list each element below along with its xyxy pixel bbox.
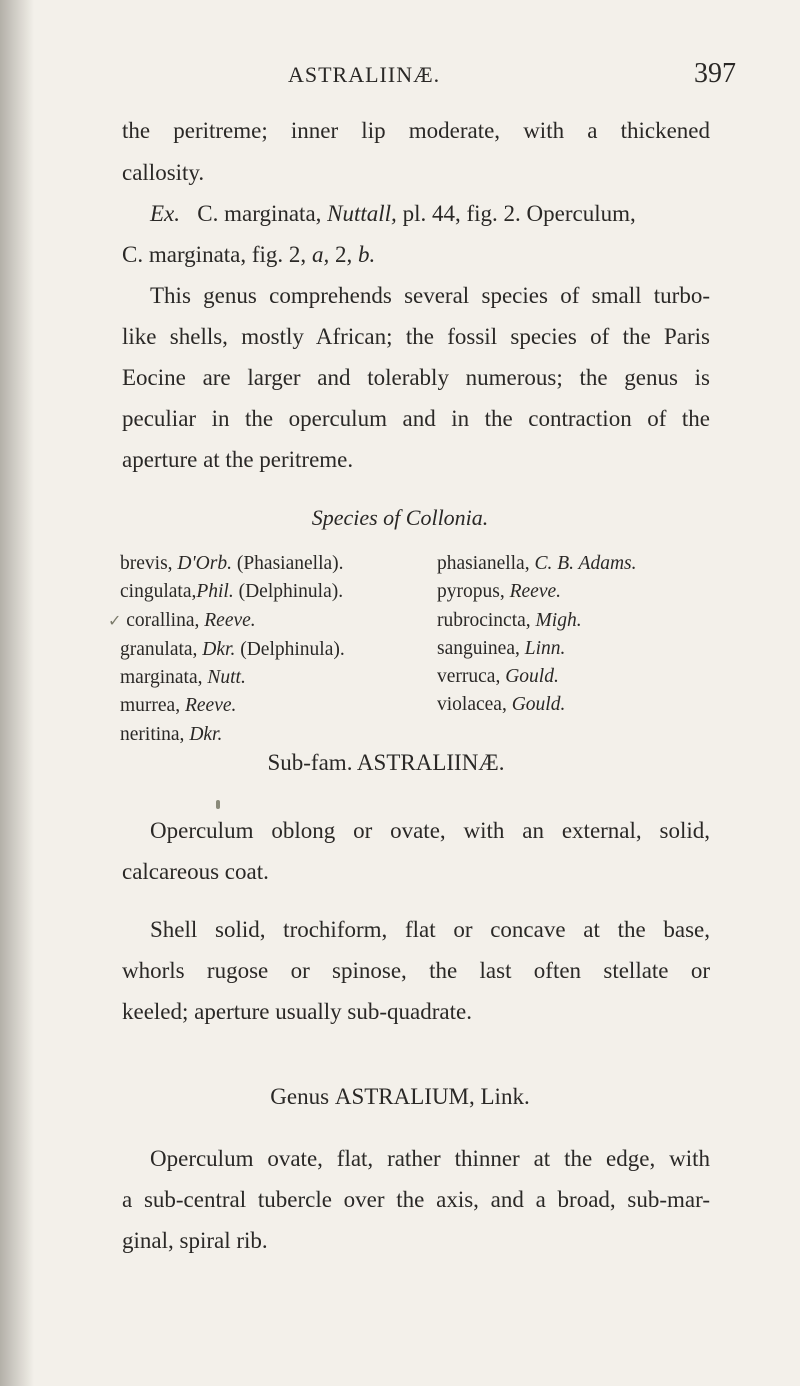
author-name: Nuttall, [327, 201, 397, 226]
species-name: pyropus, [437, 581, 505, 603]
check-mark-icon: ✓ [108, 612, 122, 630]
genus-name: ASTRALIUM, [334, 1084, 475, 1109]
species-item [120, 636, 345, 664]
text-line: whorls rugose or spinose, the last often stellate or [122, 958, 710, 983]
text-line: Eocine are larger and tolerably numerous; the genus is [122, 365, 710, 390]
author-name: D'Orb. [177, 553, 232, 574]
species-item [120, 578, 345, 606]
species-list-left [108, 550, 345, 749]
text-span: C. marginata, fig. 2, [122, 242, 307, 267]
species-list-right [437, 550, 637, 720]
text-line: the peritreme; inner lip moderate, with a thickened [122, 118, 710, 143]
species-name: marginata, [120, 667, 203, 689]
text-line: calcareous coat. [122, 859, 269, 884]
text-line: a sub-central tubercle over the axis, and a broad, sub-mar- [122, 1187, 710, 1212]
text-span: 2, [334, 242, 353, 267]
genus-heading [0, 1084, 800, 1110]
author-name: C. B. Adams. [534, 553, 637, 574]
species-name: corallina, [126, 609, 200, 631]
species-name: phasianella, [437, 553, 530, 574]
species-item [108, 607, 345, 636]
header-title: ASTRALIINÆ. [288, 62, 441, 87]
author-name: Migh. [535, 609, 582, 631]
author-name: Reeve. [509, 581, 562, 603]
example-line [122, 242, 375, 268]
author-name: Reeve. [204, 609, 256, 631]
species-name: cingulata, [120, 581, 197, 603]
species-name: rubrocincta, [437, 609, 531, 631]
text-line: callosity. [122, 160, 205, 185]
printer-speck-mark [216, 800, 220, 809]
example-label: Ex. [150, 201, 181, 226]
species-note: (Phasianella). [236, 553, 344, 574]
text-line: aperture at the peritreme. [122, 447, 354, 472]
species-name: granulata, [120, 638, 198, 660]
genus-prefix: Genus [270, 1084, 330, 1109]
text-span: pl. 44, fig. 2. Operculum, [402, 201, 636, 226]
text-line: like shells, mostly African; the fossil species of the Paris [122, 324, 710, 349]
species-item [437, 635, 637, 663]
species-item [120, 721, 345, 749]
text-line: ginal, spiral rib. [122, 1228, 268, 1253]
author-name: Reeve. [184, 695, 237, 717]
text-span: a, [311, 242, 330, 267]
text-span: b. [357, 242, 376, 267]
species-name: sanguinea, [437, 637, 520, 659]
author-name: Gould. [505, 666, 559, 688]
species-item [120, 664, 345, 692]
species-item [437, 578, 637, 606]
page-binding-edge [0, 0, 34, 1386]
species-item [437, 691, 637, 719]
subfamily-heading: Sub-fam. ASTRALIINÆ. [267, 750, 505, 775]
species-item [120, 550, 345, 578]
page-number: 397 [694, 58, 736, 89]
species-name: verruca, [437, 666, 501, 688]
author-name: Phil. [196, 581, 234, 603]
species-note: (Delphinula). [238, 581, 344, 603]
species-name: murrea, [120, 695, 181, 717]
author-name: Nutt. [207, 667, 246, 689]
text-line: This genus comprehends several species of small turbo- [150, 283, 710, 308]
text-span: C. marginata, [197, 201, 322, 226]
species-item [120, 692, 345, 720]
species-name: brevis, [120, 553, 173, 574]
species-item [437, 550, 637, 578]
author-name: Dkr. [189, 723, 223, 745]
species-item [437, 663, 637, 691]
author-name: Linn. [524, 637, 566, 659]
author-name: Dkr. [202, 638, 236, 660]
species-heading [0, 505, 800, 531]
text-line: peculiar in the operculum and in the contraction of the [122, 406, 710, 431]
author-name: Gould. [511, 694, 566, 716]
text-line: Operculum ovate, flat, rather thinner at the edge, with [150, 1146, 710, 1171]
species-note: (Delphinula). [240, 638, 345, 660]
text-line: Operculum oblong or ovate, with an external, solid, [150, 818, 710, 843]
text-line: keeled; aperture usually sub-quadrate. [122, 999, 472, 1024]
author-name: Link. [480, 1084, 530, 1109]
example-line [150, 201, 636, 227]
species-name: neritina, [120, 723, 185, 745]
species-name: violacea, [437, 694, 507, 716]
species-heading-text: Species of Collonia. [311, 505, 489, 530]
text-line: Shell solid, trochiform, flat or concave at the base, [150, 917, 710, 942]
species-item [437, 607, 637, 635]
